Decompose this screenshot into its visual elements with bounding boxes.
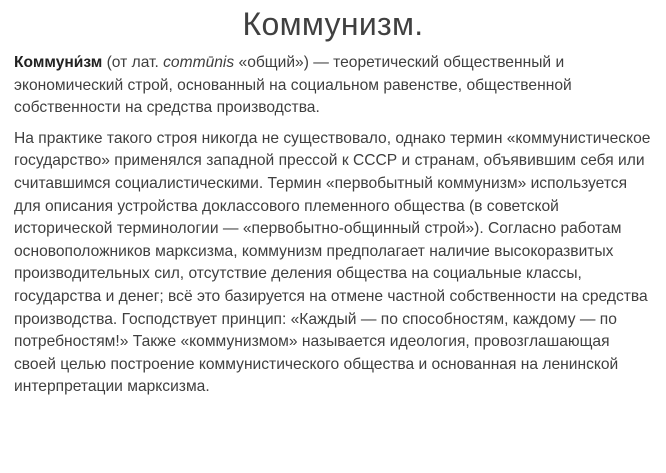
definition-prefix: (от лат. [102, 54, 164, 71]
definition-text: «общий») — теоретический общественный и экономический строй, основанный на социальном равенстве, общественной собственности на средства производства. [14, 54, 572, 117]
latin-word: commūnis [163, 54, 235, 71]
body-paragraph: На практике такого строя никогда не существовало, однако термин «коммунистическое государство» применялся западной прессой к СССР и странам, объявившим себя или считавшимся социалистическими. Термин «первобытный коммунизм» используется для описания устройства доклассового племенного общества (в советской исторической терминологии — «первобытно-общинный строй»). Согласно работам основоположников марксизма, коммунизм предполагает наличие высокоразвитых производительных сил, отсутствие деления общества на социальные классы, государства и денег; всё это базируется на отмене частной собственности на средства производства. Господствует принцип: «Каждый — по способностям, каждому — по потребностям!» Также «коммунизмом» называется идеология, провозглашающая своей целью построение коммунистического общества и основанная на ленинской интерпретации марксизма. [14, 129, 651, 396]
slide-title: Коммунизм. [242, 6, 424, 42]
term-word: Коммуни́зм [14, 54, 103, 71]
definition-paragraph [14, 52, 652, 120]
